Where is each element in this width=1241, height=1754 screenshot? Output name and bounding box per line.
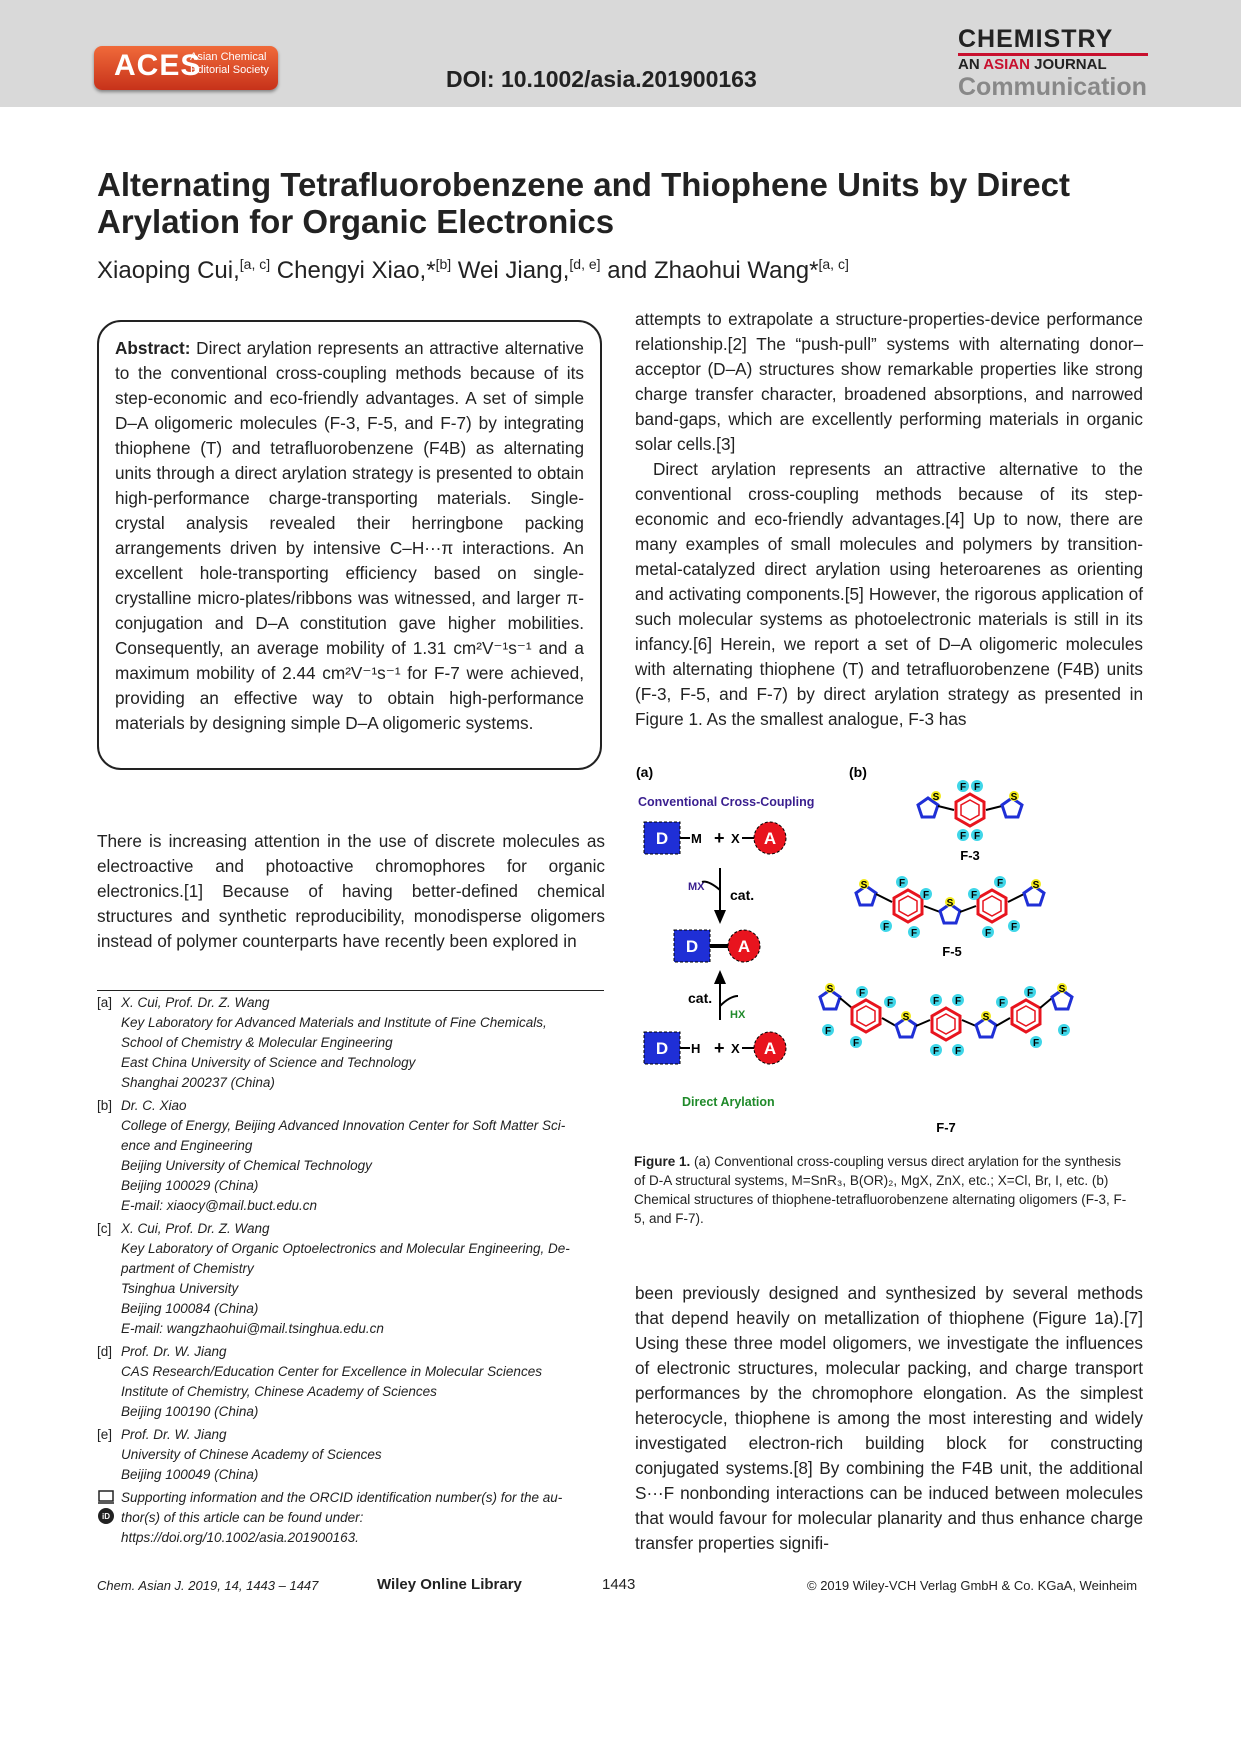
svg-text:cat.: cat. [730, 887, 755, 903]
svg-text:H: H [691, 1041, 701, 1056]
affiliation-c: [c] X. Cui, Prof. Dr. Z. Wang Key Laboratory of Organic Optoelectronics and Molecular Engineering, De- partment of Chemistry Tsinghua University Beijing 100084 (China) E-mail: wangzhaohui@mail.tsinghua.edu.cn [97, 1221, 570, 1336]
body-left-column [97, 829, 605, 954]
page-header [0, 0, 1241, 107]
svg-text:F: F [973, 782, 981, 793]
f7-label: F-7 [936, 1120, 956, 1135]
computer-icon [99, 1491, 113, 1501]
svg-text:F: F [970, 890, 978, 901]
author: Xiaoping Cui, [97, 257, 240, 284]
svg-text:S: S [902, 1012, 910, 1023]
svg-text:F: F [898, 878, 906, 889]
body-paragraph: attempts to extrapolate a structure-properties-device performance relationship.[2] The “push-pull” systems with alternating donor–acceptor (D–A) structures show remarkable properties like strong charge transfer character, broadened absorptions, and narrowed band-gaps, which are excellently performing materials in organic solar cells.[3] [635, 309, 1143, 454]
svg-text:S: S [946, 898, 954, 909]
svg-text:+: + [714, 1038, 725, 1058]
affiliation-a: [a] X. Cui, Prof. Dr. Z. Wang Key Laboratory for Advanced Materials and Institute of Fine Chemicals, School of Chemistry & Molecular Engineering East China University of Science and Technology Shanghai 200237 (China) [97, 995, 547, 1090]
journal-name: CHEMISTRY [958, 26, 1148, 56]
molecule-f7 [820, 983, 1072, 1135]
svg-text:F: F [996, 878, 1004, 889]
page-number: 1443 [602, 1576, 636, 1593]
figure-caption-text: (a) Conventional cross-coupling versus direct arylation for the synthesis of D-A structural systems, M=SnR₃, B(OR)₂, MgX, ZnX, etc.; X=Cl, Br, I, etc. (b) Chemical structures of thiophene-tetrafluorobenzene alternating oligomers (F-3, F-5, and F-7). [634, 1154, 1127, 1226]
svg-text:F: F [910, 928, 918, 939]
affiliations [97, 993, 607, 1551]
aces-logo-subtitle: Asian Chemical Editorial Society [190, 51, 269, 76]
svg-text:F: F [922, 890, 930, 901]
author-list: Xiaoping Cui,[a, c] Chengyi Xiao,*[b] Wei Jiang,[d, e] and Zhaohui Wang*[a, c] [97, 256, 849, 284]
doi[interactable]: DOI: 10.1002/asia.201900163 [446, 66, 757, 92]
svg-text:F: F [1032, 1038, 1040, 1049]
svg-text:M: M [691, 831, 702, 846]
svg-text:F: F [959, 831, 967, 842]
body-paragraph: been previously designed and synthesized by several methods that depend heavily on metallization of thiophene (Figure 1a).[7] Using these three model oligomers, we investigate the influences of electronic structures, molecular packing, and charge transport performances by the chromophore elongation. As the simplest heterocycle, thiophene is among the most interesting and widely investigated electron-rich building block for constructing conjugated systems.[8] By combining the F4B unit, the additional S···F nonbonding interactions can be induced between molecules that would favour for molecular planarity and thus enhance charge transfer properties signifi- [635, 1283, 1143, 1553]
author: Chengyi Xiao,* [270, 257, 436, 284]
svg-text:F: F [886, 998, 894, 1009]
supporting-info-link[interactable]: https://doi.org/10.1002/asia.201900163. [121, 1530, 359, 1545]
svg-text:A: A [763, 829, 777, 848]
supporting-info-icons [97, 1488, 115, 1526]
journal-subtitle: AN ASIAN JOURNAL [958, 56, 1107, 73]
figure-1 [630, 760, 1150, 1140]
svg-text:X: X [731, 1041, 740, 1056]
abstract-text: Direct arylation represents an attractive alternative to the conventional cross-coupling methods because of its step-economic and eco-friendly advantages. A set of simple D–A oligomeric molecules (F-3, F-5, and F-7) by integrating thiophene (T) and tetrafluorobenzene (F4B) as alternating units through a direct arylation strategy is presented to obtain high-performance charge-transporting materials. Single-crystal analysis revealed their herringbone packing arrangements driven by intensive C–H···π interactions. An excellent hole-transporting efficiency based on single-crystalline micro-plates/ribbons was witnessed, and larger π-conjugation and D–A constitution gave higher mobilities. Consequently, an average mobility of 1.31 cm²V⁻¹s⁻¹ and a maximum mobility of 2.44 cm²V⁻¹s⁻¹ for F-7 were achieved, providing an effective way to obtain high-performance materials by designing simple D–A oligomeric systems. [115, 338, 584, 733]
svg-text:iD: iD [102, 1512, 110, 1521]
body-right-column-top [635, 307, 1143, 732]
aces-logo [94, 46, 278, 90]
author: Wei Jiang, [451, 257, 570, 284]
svg-text:F: F [954, 1046, 962, 1057]
svg-text:F: F [1026, 988, 1034, 999]
f3-label: F-3 [960, 848, 980, 863]
conventional-title: Conventional Cross-Coupling [638, 795, 815, 809]
svg-text:S: S [826, 984, 834, 995]
footer-copyright: © 2019 Wiley-VCH Verlag GmbH & Co. KGaA, Weinheim [807, 1578, 1138, 1593]
svg-text:F: F [932, 1046, 940, 1057]
svg-text:S: S [1010, 792, 1018, 803]
svg-text:+: + [714, 828, 725, 848]
supporting-info-note: iD Supporting information and the ORCID identification number(s) for the au- thor(s) of this article can be found under: https://doi.org/10.1002/asia.201900163. [97, 1488, 607, 1548]
svg-text:F: F [852, 1038, 860, 1049]
svg-text:F: F [998, 998, 1006, 1009]
aces-logo-text: ACES [114, 49, 202, 82]
svg-text:F: F [1010, 922, 1018, 933]
svg-text:D: D [655, 1039, 669, 1058]
affiliation-d: [d] Prof. Dr. W. Jiang CAS Research/Education Center for Excellence in Molecular Sciences Institute of Chemistry, Chinese Academy of Sciences Beijing 100190 (China) [97, 1344, 542, 1419]
footer-library[interactable]: Wiley Online Library [377, 1576, 522, 1593]
affiliation-divider [97, 990, 604, 991]
molecule-f3 [918, 780, 1022, 863]
direct-arylation-title: Direct Arylation [682, 1095, 775, 1109]
svg-text:F: F [954, 996, 962, 1007]
svg-text:F: F [824, 1026, 832, 1037]
svg-text:F: F [932, 996, 940, 1007]
svg-text:F: F [1060, 1026, 1068, 1037]
svg-text:cat.: cat. [688, 990, 713, 1006]
svg-text:S: S [860, 880, 868, 891]
svg-text:S: S [1032, 880, 1040, 891]
body-paragraph: Direct arylation represents an attractive alternative to the conventional cross-coupling methods because of its step-economic and eco-friendly advantages.[4] Up to now, there are many examples of small molecules and polymers by transition-metal-catalyzed direct arylation using heteroarenes as orienting and activating components.[5] However, the rigorous application of such molecular systems as photoelectronic materials is still in its infancy.[6] Herein, we report a set of D–A oligomeric molecules with alternating thiophene (T) and tetrafluorobenzene (F4B) units (F-3, F-5, and F-7) by direct arylation strategy as presented in Figure 1. As the smallest analogue, F-3 has [635, 459, 1143, 729]
svg-text:F: F [973, 831, 981, 842]
svg-text:S: S [982, 1012, 990, 1023]
abstract-label: Abstract: [115, 338, 191, 358]
svg-text:F: F [858, 988, 866, 999]
panel-a-label: (a) [636, 764, 654, 780]
figure-caption [634, 1152, 1134, 1228]
journal-logo [958, 26, 1148, 101]
f5-label: F-5 [942, 944, 962, 959]
molecule-f5 [856, 876, 1044, 959]
svg-text:D: D [655, 829, 669, 848]
svg-text:HX: HX [730, 1009, 746, 1021]
svg-text:A: A [763, 1039, 777, 1058]
svg-text:A: A [737, 937, 751, 956]
body-right-column-bottom [635, 1281, 1143, 1556]
svg-text:F: F [984, 928, 992, 939]
author: and Zhaohui Wang* [600, 257, 819, 284]
svg-text:X: X [731, 831, 740, 846]
article-type: Communication [958, 73, 1147, 101]
svg-text:S: S [1058, 984, 1066, 995]
body-paragraph: There is increasing attention in the use of discrete molecules as electroactive and photoactive chromophores for organic electronics.[1] Because of having better-defined chemical structures and synthetic reproducibility, monodisperse oligomers instead of polymer counterparts have recently been explored in [97, 831, 605, 951]
affiliation-e: [e] Prof. Dr. W. Jiang University of Chinese Academy of Sciences Beijing 100049 (China) [97, 1427, 382, 1482]
panel-b-label: (b) [849, 764, 867, 780]
svg-text:F: F [959, 782, 967, 793]
svg-text:MX: MX [688, 881, 705, 893]
svg-text:F: F [882, 922, 890, 933]
svg-text:D: D [685, 937, 699, 956]
abstract-box [97, 320, 602, 770]
svg-text:S: S [932, 792, 940, 803]
article-title: Alternating Tetrafluorobenzene and Thiophene Units by Direct Arylation for Organic Electronics [97, 166, 1070, 240]
figure-caption-label: Figure 1. [634, 1154, 691, 1169]
affiliation-b: [b] Dr. C. Xiao College of Energy, Beijing Advanced Innovation Center for Soft Matter Sci- ence and Engineering Beijing University of Chemical Technology Beijing 100029 (China) E-mail: xiaocy@mail.buct.edu.cn [97, 1098, 566, 1213]
footer-citation: Chem. Asian J. 2019, 14, 1443 – 1447 [97, 1578, 319, 1593]
